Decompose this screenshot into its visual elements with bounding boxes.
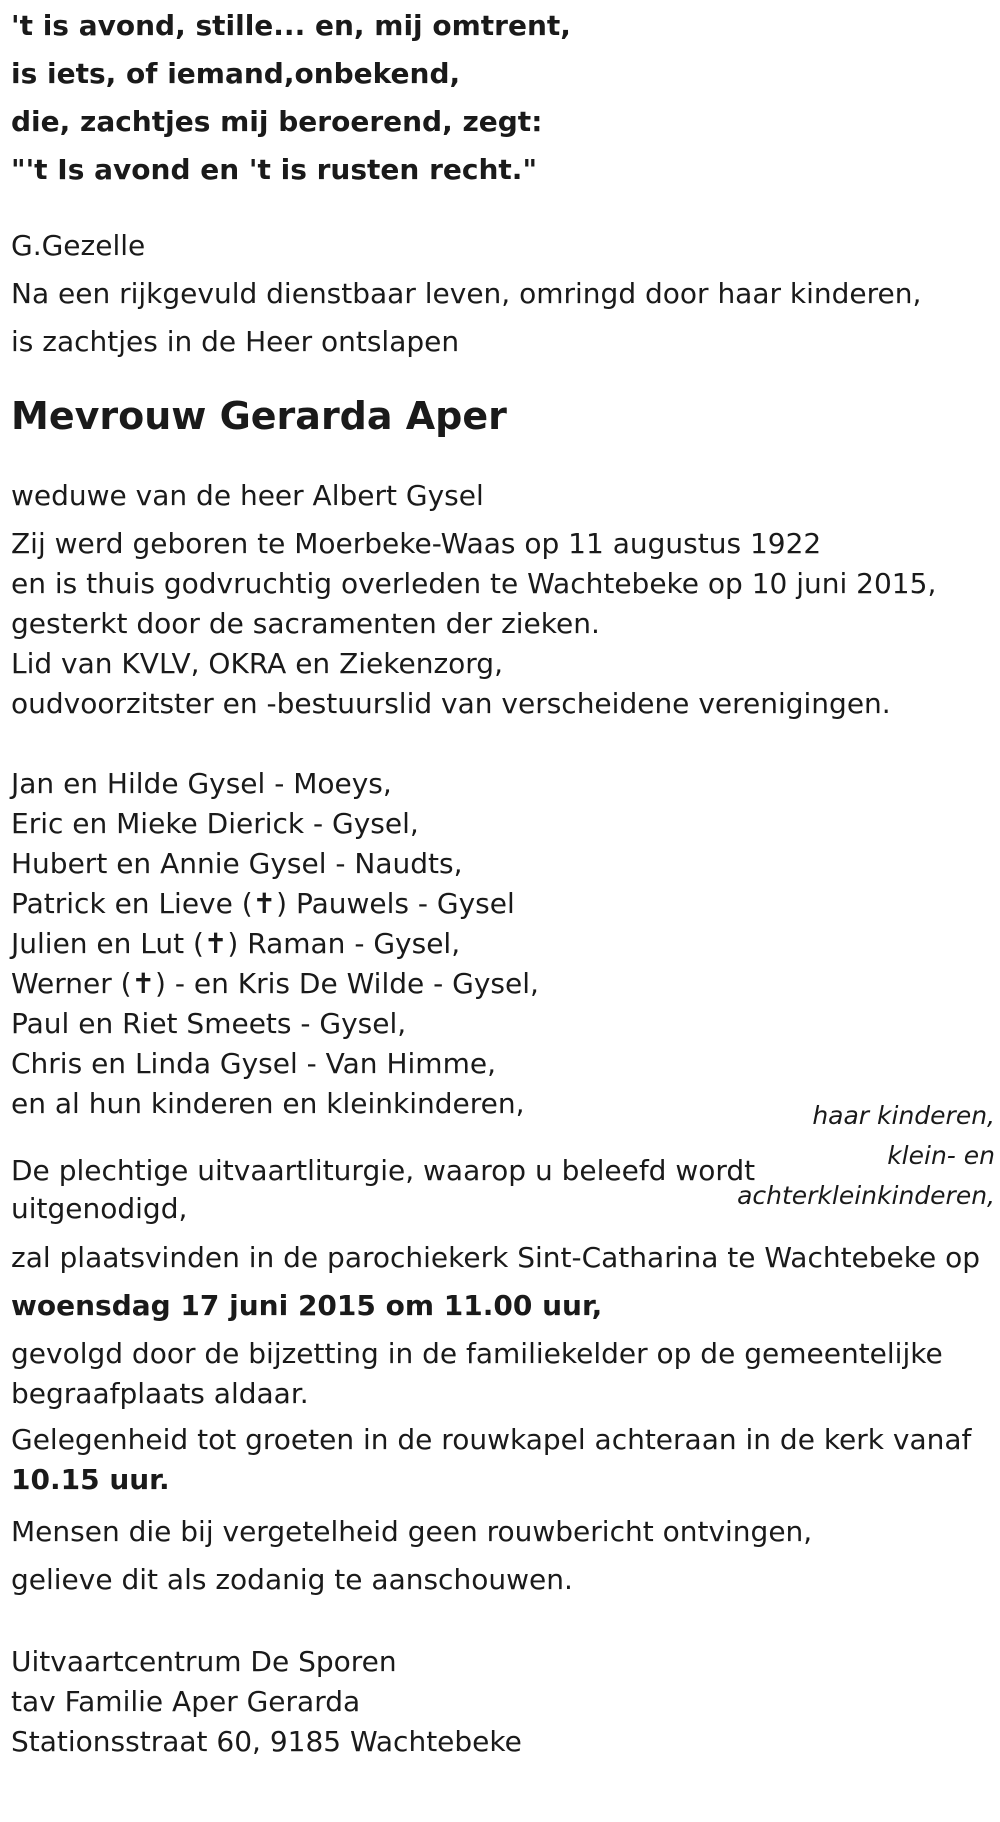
visitation-text: Gelegenheid tot groeten in de rouwkapel achteraan in de kerk vanaf [11, 1423, 972, 1456]
poem [11, 0, 991, 194]
poem-line: 't is avond, stille... en, mij omtrent, [11, 9, 571, 42]
burial-line: begraafplaats aldaar. [11, 1377, 309, 1410]
intro-line: Na een rijkgevuld dienstbaar leven, omringd door haar kinderen, [11, 277, 922, 310]
contact-line: Uitvaartcentrum De Sporen [11, 1645, 397, 1678]
notice [11, 1508, 991, 1604]
notice-line: Mensen die bij vergetelheid geen rouwbericht ontvingen, [11, 1515, 813, 1548]
contact-line: Stationsstraat 60, 9185 Wachtebeke [11, 1725, 522, 1758]
ceremony-invitation [11, 1152, 756, 1228]
obituary-notice [11, 0, 995, 1762]
notice-line: gelieve dit als zodanig te aanschouwen. [11, 1563, 573, 1596]
family-member: Paul en Riet Smeets - Gysel, [11, 1007, 407, 1040]
poem-line: die, zachtjes mij beroerend, zegt: [11, 105, 543, 138]
widow-of: weduwe van de heer Albert Gysel [11, 479, 484, 512]
visitation-time: 10.15 uur. [11, 1463, 170, 1496]
contact-address [11, 1642, 991, 1762]
biography [11, 524, 991, 724]
poem-line: is iets, of iemand,onbekend, [11, 57, 461, 90]
bio-line: Lid van KVLV, OKRA en Ziekenzorg, [11, 647, 503, 680]
family-signature [737, 1096, 995, 1216]
family-list [11, 764, 991, 1124]
burial-info [11, 1334, 991, 1414]
contact-line: tav Familie Aper Gerarda [11, 1685, 361, 1718]
family-member: Patrick en Lieve (✝) Pauwels - Gysel [11, 887, 515, 920]
intro-text [11, 270, 991, 366]
family-member: Werner (✝) - en Kris De Wilde - Gysel, [11, 967, 539, 1000]
signature-line: achterkleinkinderen, [737, 1181, 995, 1210]
burial-line: gevolgd door de bijzetting in de familiekelder op de gemeentelijke [11, 1337, 943, 1370]
intro-line: is zachtjes in de Heer ontslapen [11, 325, 460, 358]
invitation-line: De plechtige uitvaartliturgie, waarop u beleefd wordt [11, 1154, 756, 1187]
invitation-line: uitgenodigd, [11, 1192, 188, 1225]
poem-author: G.Gezelle [11, 229, 146, 262]
family-member: Jan en Hilde Gysel - Moeys, [11, 767, 392, 800]
visitation-info [11, 1420, 991, 1500]
bio-line: oudvoorzitster en -bestuurslid van verscheidene verenigingen. [11, 687, 891, 720]
bio-line: en is thuis godvruchtig overleden te Wachtebeke op 10 juni 2015, [11, 567, 937, 600]
ceremony-datetime: woensdag 17 juni 2015 om 11.00 uur, [11, 1289, 603, 1322]
bio-line: gesterkt door de sacramenten der zieken. [11, 607, 600, 640]
family-member: Eric en Mieke Dierick - Gysel, [11, 807, 419, 840]
family-member: Julien en Lut (✝) Raman - Gysel, [11, 927, 461, 960]
family-member: Chris en Linda Gysel - Van Himme, [11, 1047, 496, 1080]
family-member: Hubert en Annie Gysel - Naudts, [11, 847, 463, 880]
signature-line: haar kinderen, [812, 1101, 995, 1130]
deceased-name: Mevrouw Gerarda Aper [11, 394, 507, 438]
poem-line: "'t Is avond en 't is rusten recht." [11, 153, 538, 186]
bio-line: Zij werd geboren te Moerbeke-Waas op 11 augustus 1922 [11, 527, 822, 560]
signature-line: klein- en [887, 1141, 995, 1170]
ceremony-location: zal plaatsvinden in de parochiekerk Sint-Catharina te Wachtebeke op [11, 1241, 981, 1274]
family-member: en al hun kinderen en kleinkinderen, [11, 1087, 525, 1120]
